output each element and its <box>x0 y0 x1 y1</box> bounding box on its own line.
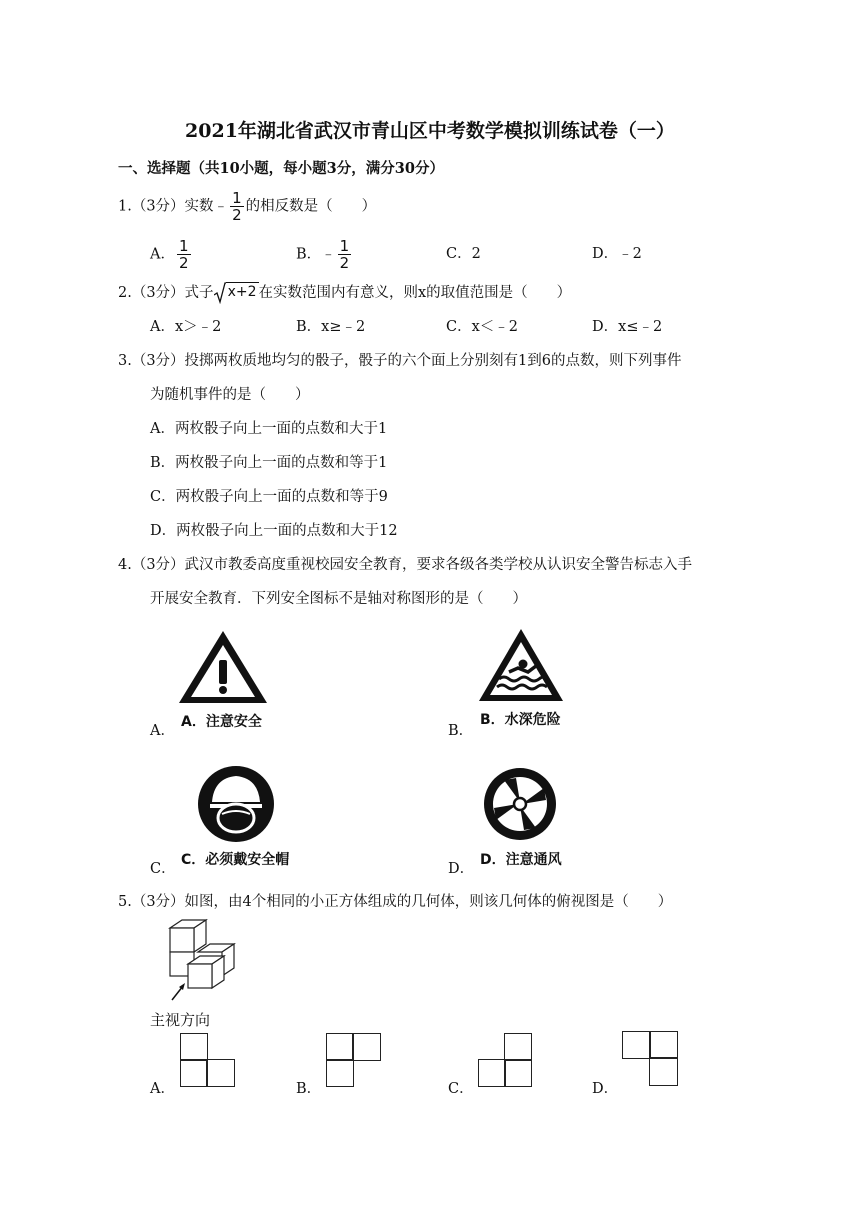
option-text: ﹣2 <box>618 246 642 262</box>
q2-option-d <box>592 315 662 336</box>
q2-sqrt <box>214 282 259 304</box>
option-label: B． <box>296 319 322 335</box>
cube-solid-figure <box>150 918 250 1008</box>
q5-option-c-label: C． <box>448 1081 474 1097</box>
q1-frac-den: 2 <box>232 206 242 224</box>
option-text: x≥﹣2 <box>321 319 366 335</box>
option-text: x＜﹣2 <box>471 319 519 335</box>
grid-square <box>504 1033 532 1061</box>
sign-b-caption: B．水深危险 <box>480 712 561 728</box>
frac-num: 1 <box>178 237 189 255</box>
q1-a-fraction <box>177 238 191 271</box>
q1-option-a <box>150 238 193 271</box>
option-label: C． <box>446 246 472 262</box>
q1-fraction <box>230 190 244 223</box>
question-3-line-1: 3.（3分）投掷两枚质地均匀的骰子，骰子的六个面上分别刻有1到6的点数，则下列事件 <box>118 353 682 369</box>
option-text: x＞﹣2 <box>174 319 222 335</box>
option-label: B． <box>296 246 322 263</box>
sign-c-caption: C．必须戴安全帽 <box>181 852 290 868</box>
page-title: 2021年湖北省武汉市青山区中考数学模拟训练试卷（一） <box>185 120 675 142</box>
neg-sign: ﹣ <box>321 246 336 263</box>
q2-option-c <box>446 315 518 336</box>
q1-option-b <box>296 238 353 271</box>
ventilation-fan-icon <box>482 766 558 842</box>
frac-den: 2 <box>178 254 189 272</box>
question-4-line-2: 开展安全教育．下列安全图标不是轴对称图形的是（ ） <box>150 591 527 607</box>
frac-num: 1 <box>339 237 350 255</box>
q4-option-d-label: D． <box>448 861 475 877</box>
q1-option-c <box>446 242 481 263</box>
grid-square <box>180 1059 208 1087</box>
q2-radicand: x+2 <box>226 282 259 304</box>
grid-square <box>352 1033 381 1061</box>
q1-suffix: 的相反数是（ ） <box>245 198 377 215</box>
q1-neg: ﹣ <box>213 198 229 215</box>
q5-option-a-label: A． <box>150 1081 175 1097</box>
option-label: A． <box>150 246 175 263</box>
q3-option-a: A．两枚骰子向上一面的点数和大于1 <box>150 421 388 437</box>
grid-square <box>649 1031 678 1059</box>
grid-square <box>622 1031 651 1059</box>
grid-square <box>326 1033 354 1061</box>
option-text: 2 <box>471 246 481 262</box>
grid-square <box>180 1033 208 1061</box>
q3-option-c: C．两枚骰子向上一面的点数和等于9 <box>150 489 388 505</box>
q2-suffix: 在实数范围内有意义，则x的取值范围是（ ） <box>258 285 572 301</box>
q2-option-a <box>150 315 221 336</box>
section-heading: 一、选择题（共10小题，每小题3分，满分30分） <box>118 160 444 177</box>
view-direction-label: 主视方向 <box>150 1011 211 1029</box>
helmet-mandatory-icon <box>196 764 276 844</box>
q3-option-d: D．两枚骰子向上一面的点数和大于12 <box>150 523 398 539</box>
question-1 <box>118 190 376 223</box>
grid-square <box>504 1059 532 1087</box>
grid-square <box>206 1059 235 1087</box>
q1-b-fraction <box>338 238 352 271</box>
q4-option-b-label: B． <box>448 723 474 739</box>
question-3-line-2: 为随机事件的是（ ） <box>150 387 310 403</box>
option-label: C． <box>446 319 472 335</box>
option-label: D． <box>592 246 619 262</box>
sign-d-caption: D．注意通风 <box>480 852 562 868</box>
grid-square <box>649 1057 678 1086</box>
question-4-line-1: 4.（3分）武汉市教委高度重视校园安全教育，要求各级各类学校从认识安全警告标志入手 <box>118 557 693 573</box>
question-5: 5.（3分）如图，由4个相同的小正方体组成的几何体，则该几何体的俯视图是（ ） <box>118 894 673 910</box>
radical-sign-icon <box>214 282 226 304</box>
deep-water-warning-icon <box>476 626 566 704</box>
q2-option-b <box>296 315 365 336</box>
q4-option-a-label: A． <box>150 723 175 739</box>
q1-frac-num: 1 <box>232 189 242 207</box>
option-label: A． <box>150 319 175 335</box>
exclamation-warning-icon <box>176 628 270 706</box>
frac-den: 2 <box>339 254 350 272</box>
q2-prefix: 2.（3分）式子 <box>118 285 214 301</box>
question-2 <box>118 281 571 304</box>
option-label: D． <box>592 319 619 335</box>
q5-option-d-label: D． <box>592 1081 619 1097</box>
grid-square <box>326 1059 354 1087</box>
grid-square <box>478 1059 506 1087</box>
sign-a-caption: A．注意安全 <box>181 714 262 730</box>
q1-option-d <box>592 242 642 263</box>
q4-option-c-label: C． <box>150 861 176 877</box>
option-text: x≤﹣2 <box>618 319 663 335</box>
q3-option-b: B．两枚骰子向上一面的点数和等于1 <box>150 455 388 471</box>
q1-prefix: 1.（3分）实数 <box>118 198 214 215</box>
q5-option-b-label: B． <box>296 1081 322 1097</box>
